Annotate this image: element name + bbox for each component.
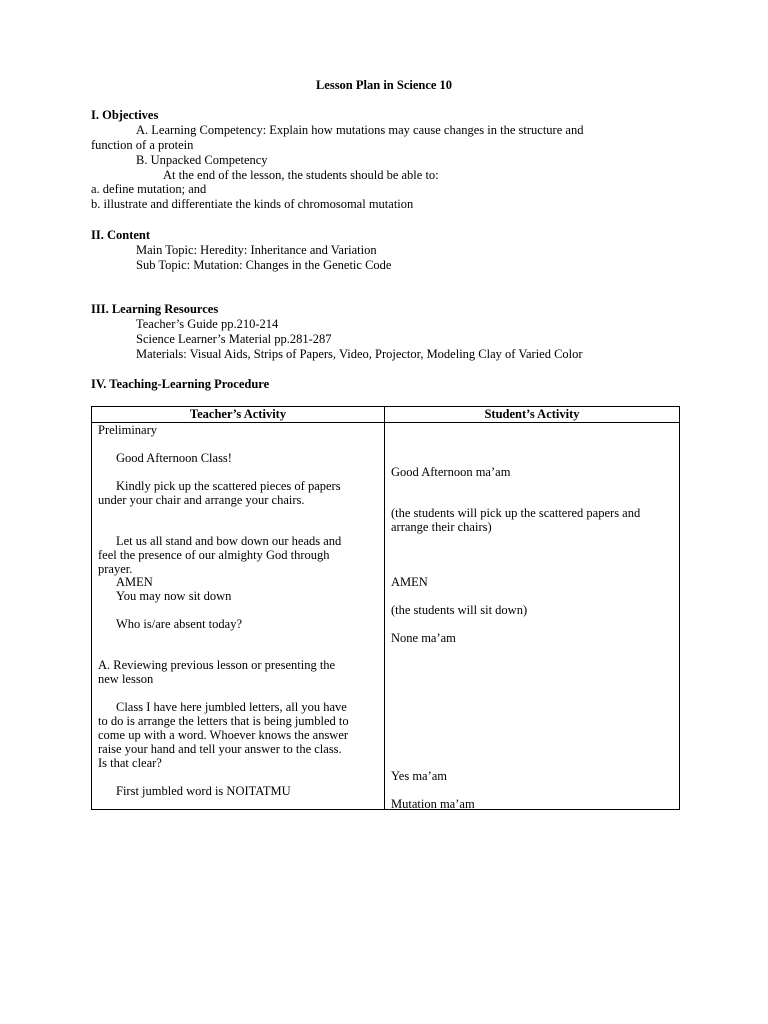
materials: Materials: Visual Aids, Strips of Papers, Video, Projector, Modeling Clay of Varied Color [136,347,583,361]
teacher-activity-header: Teacher’s Activity [92,407,385,423]
teacher-activity-cell [92,423,385,810]
student-amen: AMEN [391,575,428,589]
teacher-amen: AMEN [116,575,153,589]
teacher-review-2: new lesson [98,672,154,686]
activity-table [91,406,680,810]
learning-competency-line2: function of a protein [91,138,194,152]
student-activity-cell [385,423,680,810]
main-topic: Main Topic: Heredity: Inheritance and Variation [136,243,377,257]
teacher-pickup-1: Kindly pick up the scattered pieces of papers [116,479,341,493]
teacher-sit: You may now sit down [116,589,232,603]
teacher-preliminary: Preliminary [98,423,158,437]
student-greeting: Good Afternoon ma’am [391,465,511,479]
student-yes: Yes ma’am [391,769,448,783]
page-title: Lesson Plan in Science 10 [315,78,453,92]
learning-competency-line1: A. Learning Competency: Explain how mutations may cause changes in the structure and [136,123,584,137]
table-header-row [92,407,680,423]
teacher-jumble-5: Is that clear? [98,756,162,770]
teacher-first-word: First jumbled word is NOITATMU [116,784,291,798]
objective-item-a: a. define mutation; and [91,182,207,196]
objectives-intro: At the end of the lesson, the students should be able to: [163,168,439,182]
teacher-jumble-1: Class I have here jumbled letters, all you have [116,700,347,714]
teachers-guide: Teacher’s Guide pp.210-214 [136,317,279,331]
learners-material: Science Learner’s Material pp.281-287 [136,332,332,346]
student-activity-header: Student’s Activity [385,407,680,423]
teacher-prayer-3: prayer. [98,562,133,576]
teacher-pickup-2: under your chair and arrange your chairs. [98,493,305,507]
student-none: None ma’am [391,631,456,645]
teacher-jumble-2: to do is arrange the letters that is being jumbled to [98,714,349,728]
teacher-prayer-1: Let us all stand and bow down our heads and [116,534,342,548]
objective-item-b: b. illustrate and differentiate the kinds of chromosomal mutation [91,197,414,211]
sub-topic: Sub Topic: Mutation: Changes in the Genetic Code [136,258,392,272]
teacher-absent: Who is/are absent today? [116,617,242,631]
table-row [92,423,680,810]
teacher-review-1: A. Reviewing previous lesson or presenting the [98,658,336,672]
student-pickup-1: (the students will pick up the scattered papers and [391,506,641,520]
teacher-jumble-4: raise your hand and tell your answer to the class. [98,742,342,756]
content-heading: II. Content [91,228,151,242]
student-mutation: Mutation ma’am [391,797,475,811]
procedure-heading: IV. Teaching-Learning Procedure [91,377,270,391]
unpacked-competency: B. Unpacked Competency [136,153,268,167]
teacher-prayer-2: feel the presence of our almighty God through [98,548,330,562]
student-sit: (the students will sit down) [391,603,528,617]
resources-heading: III. Learning Resources [91,302,219,316]
student-pickup-2: arrange their chairs) [391,520,492,534]
teacher-greeting: Good Afternoon Class! [116,451,232,465]
objectives-heading: I. Objectives [91,108,159,122]
teacher-jumble-3: come up with a word. Whoever knows the answer [98,728,349,742]
